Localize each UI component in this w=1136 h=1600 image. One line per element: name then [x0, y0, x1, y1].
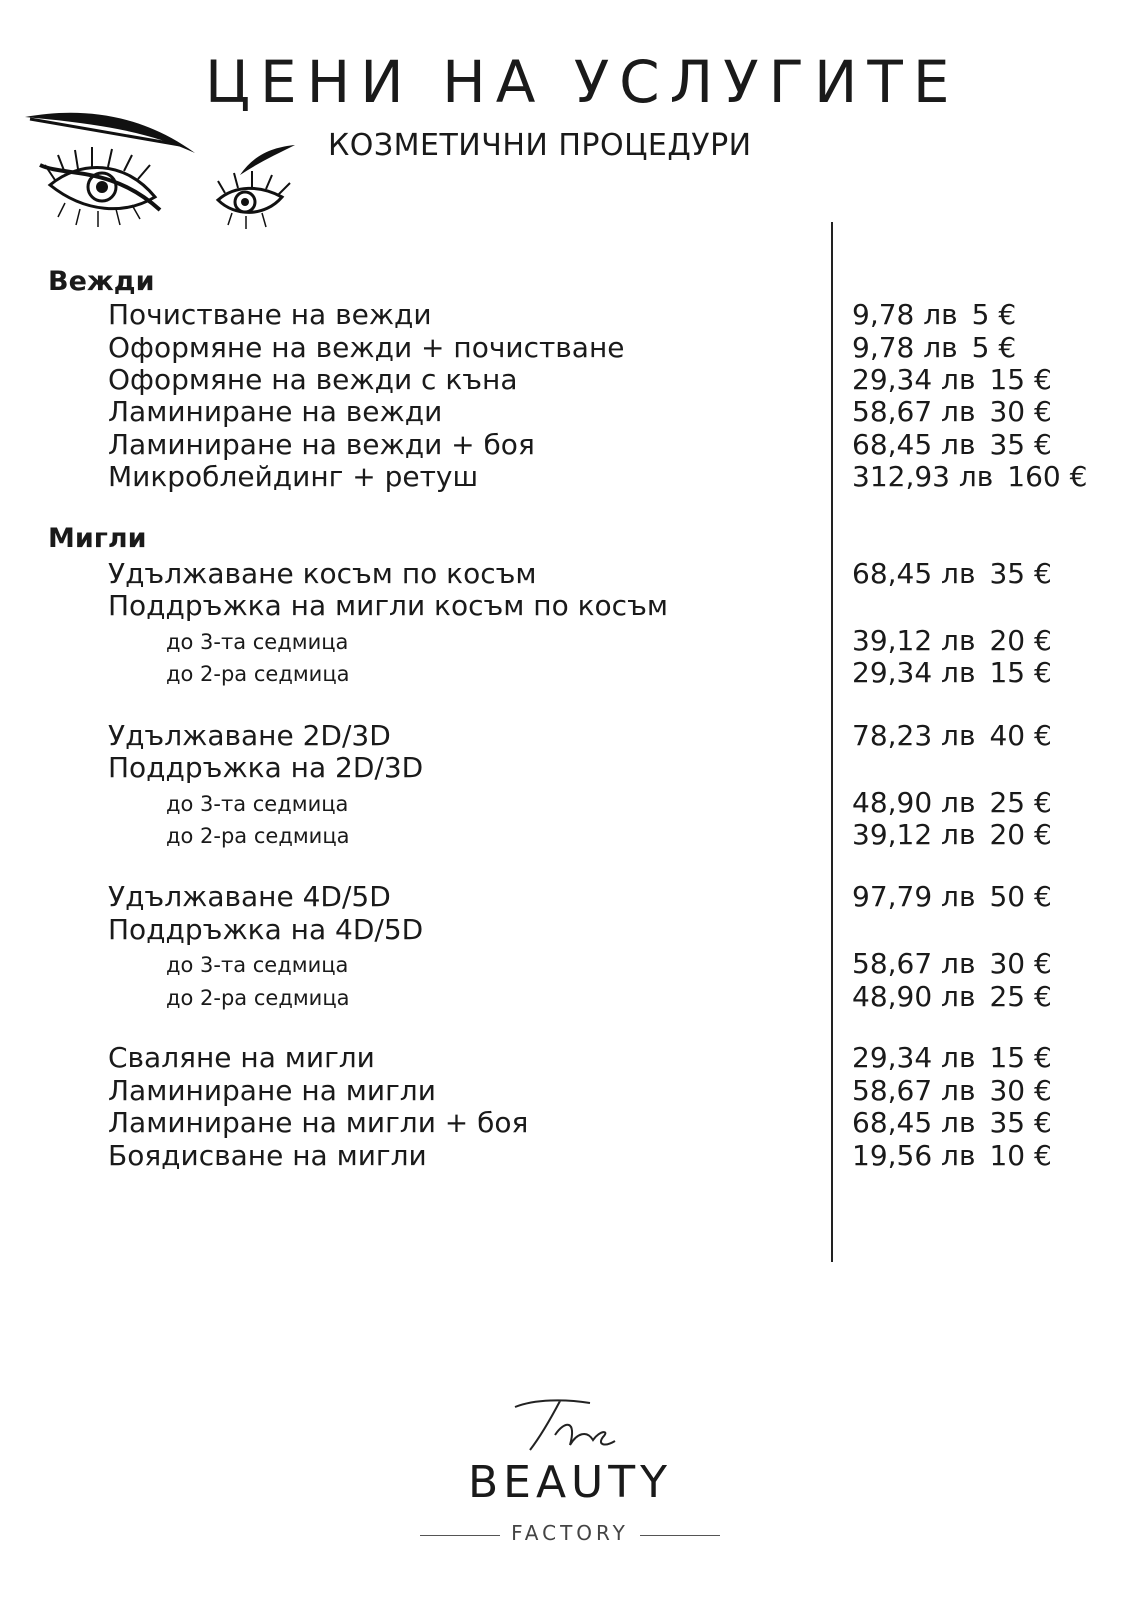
price-bgn: 78,23 лв — [852, 719, 976, 752]
service-price — [852, 1139, 1052, 1172]
price-bgn: 97,79 лв — [852, 880, 976, 913]
price-subitem — [0, 980, 1136, 1013]
service-price — [852, 331, 1016, 364]
price-bgn: 9,78 лв — [852, 331, 958, 364]
price-bgn: 19,56 лв — [852, 1139, 976, 1172]
service-name: Сваляне на мигли — [108, 1041, 375, 1074]
price-item — [0, 363, 1136, 396]
price-eur: 5 € — [971, 331, 1017, 364]
price-item — [0, 1106, 1136, 1139]
logo-tagline-wrap — [420, 1521, 720, 1549]
price-eur: 50 € — [989, 880, 1052, 913]
price-bgn: 29,34 лв — [852, 1041, 976, 1074]
price-item — [0, 1074, 1136, 1107]
price-subitem — [0, 624, 1136, 657]
service-price — [852, 395, 1052, 428]
service-price — [852, 624, 1052, 657]
service-price — [852, 1041, 1052, 1074]
price-eur: 35 € — [989, 428, 1052, 461]
price-eur: 30 € — [989, 1074, 1052, 1107]
price-item — [0, 589, 1136, 622]
service-name: Поддръжка на 2D/3D — [108, 751, 424, 784]
service-price — [852, 1074, 1052, 1107]
price-bgn: 58,67 лв — [852, 395, 976, 428]
service-name: Удължаване косъм по косъм — [108, 557, 537, 590]
price-item — [0, 719, 1136, 752]
service-name: Мигли — [48, 523, 147, 554]
price-eur: 25 € — [989, 980, 1052, 1013]
service-name: Оформяне на вежди + почистване — [108, 331, 625, 364]
price-bgn: 29,34 лв — [852, 656, 976, 689]
service-price — [852, 719, 1052, 752]
price-bgn: 9,78 лв — [852, 298, 958, 331]
logo-rule-right — [640, 1535, 720, 1536]
price-item — [0, 913, 1136, 946]
service-price — [852, 656, 1052, 689]
logo-tagline: FACTORY — [511, 1521, 629, 1545]
service-name: Ламиниране на вежди — [108, 395, 443, 428]
service-name: Удължаване 4D/5D — [108, 880, 391, 913]
service-name: до 3-та седмица — [166, 630, 349, 654]
service-price — [852, 818, 1052, 851]
logo-script-the — [505, 1395, 645, 1455]
price-bgn: 68,45 лв — [852, 428, 976, 461]
price-eur: 20 € — [989, 818, 1052, 851]
service-price — [852, 557, 1052, 590]
price-eur: 5 € — [971, 298, 1017, 331]
price-bgn: 29,34 лв — [852, 363, 976, 396]
price-item — [0, 460, 1136, 493]
price-bgn: 58,67 лв — [852, 947, 976, 980]
service-name: Почистване на вежди — [108, 298, 432, 331]
svg-text:The: The — [505, 1395, 507, 1396]
price-bgn: 39,12 лв — [852, 818, 976, 851]
price-eur: 40 € — [989, 719, 1052, 752]
price-bgn: 39,12 лв — [852, 624, 976, 657]
logo-brand-name: BEAUTY — [467, 1457, 673, 1508]
service-price — [852, 428, 1052, 461]
price-eur: 35 € — [989, 557, 1052, 590]
service-name: Боядисване на мигли — [108, 1139, 427, 1172]
service-price — [852, 1106, 1052, 1139]
price-eur: 15 € — [989, 1041, 1052, 1074]
service-name: Вежди — [48, 266, 155, 297]
price-bgn: 58,67 лв — [852, 1074, 976, 1107]
price-bgn: 68,45 лв — [852, 1106, 976, 1139]
price-item — [0, 395, 1136, 428]
price-item — [0, 880, 1136, 913]
service-name: до 2-ра седмица — [166, 986, 350, 1010]
page-title: ЦЕНИ НА УСЛУГИТЕ — [205, 48, 960, 116]
price-bgn: 312,93 лв — [852, 460, 994, 493]
price-subitem — [0, 786, 1136, 819]
eyes-with-lashes-illustration — [20, 105, 310, 240]
price-eur: 30 € — [989, 395, 1052, 428]
service-price — [852, 363, 1052, 396]
service-name: Оформяне на вежди с къна — [108, 363, 518, 396]
service-price — [852, 298, 1016, 331]
price-item — [0, 1041, 1136, 1074]
brand-logo — [420, 1395, 720, 1575]
price-eur: 10 € — [989, 1139, 1052, 1172]
section-heading — [0, 266, 1136, 299]
price-item — [0, 331, 1136, 364]
price-item — [0, 428, 1136, 461]
price-eur: 15 € — [989, 656, 1052, 689]
service-price — [852, 460, 1087, 493]
price-subitem — [0, 818, 1136, 851]
service-name: Ламиниране на мигли — [108, 1074, 436, 1107]
price-item — [0, 751, 1136, 784]
price-bgn: 48,90 лв — [852, 786, 976, 819]
price-eur: 35 € — [989, 1106, 1052, 1139]
price-eur: 20 € — [989, 624, 1052, 657]
service-name: до 3-та седмица — [166, 792, 349, 816]
price-eur: 30 € — [989, 947, 1052, 980]
page-subtitle: КОЗМЕТИЧНИ ПРОЦЕДУРИ — [328, 128, 752, 163]
price-item — [0, 298, 1136, 331]
price-item — [0, 557, 1136, 590]
price-subitem — [0, 947, 1136, 980]
price-bgn: 68,45 лв — [852, 557, 976, 590]
service-name: Микроблейдинг + ретуш — [108, 460, 479, 493]
service-name: до 3-та седмица — [166, 953, 349, 977]
price-bgn: 48,90 лв — [852, 980, 976, 1013]
service-price — [852, 786, 1052, 819]
price-eur: 160 € — [1007, 460, 1088, 493]
service-name: до 2-ра седмица — [166, 662, 350, 686]
service-name: Ламиниране на мигли + боя — [108, 1106, 529, 1139]
service-price — [852, 980, 1052, 1013]
price-eur: 15 € — [989, 363, 1052, 396]
price-eur: 25 € — [989, 786, 1052, 819]
service-name: Удължаване 2D/3D — [108, 719, 391, 752]
service-price — [852, 947, 1052, 980]
service-name: Поддръжка на 4D/5D — [108, 913, 424, 946]
service-name: до 2-ра седмица — [166, 824, 350, 848]
price-item — [0, 1139, 1136, 1172]
service-name: Ламиниране на вежди + боя — [108, 428, 535, 461]
price-subitem — [0, 656, 1136, 689]
service-price — [852, 880, 1052, 913]
service-name: Поддръжка на мигли косъм по косъм — [108, 589, 668, 622]
section-heading — [0, 523, 1136, 556]
